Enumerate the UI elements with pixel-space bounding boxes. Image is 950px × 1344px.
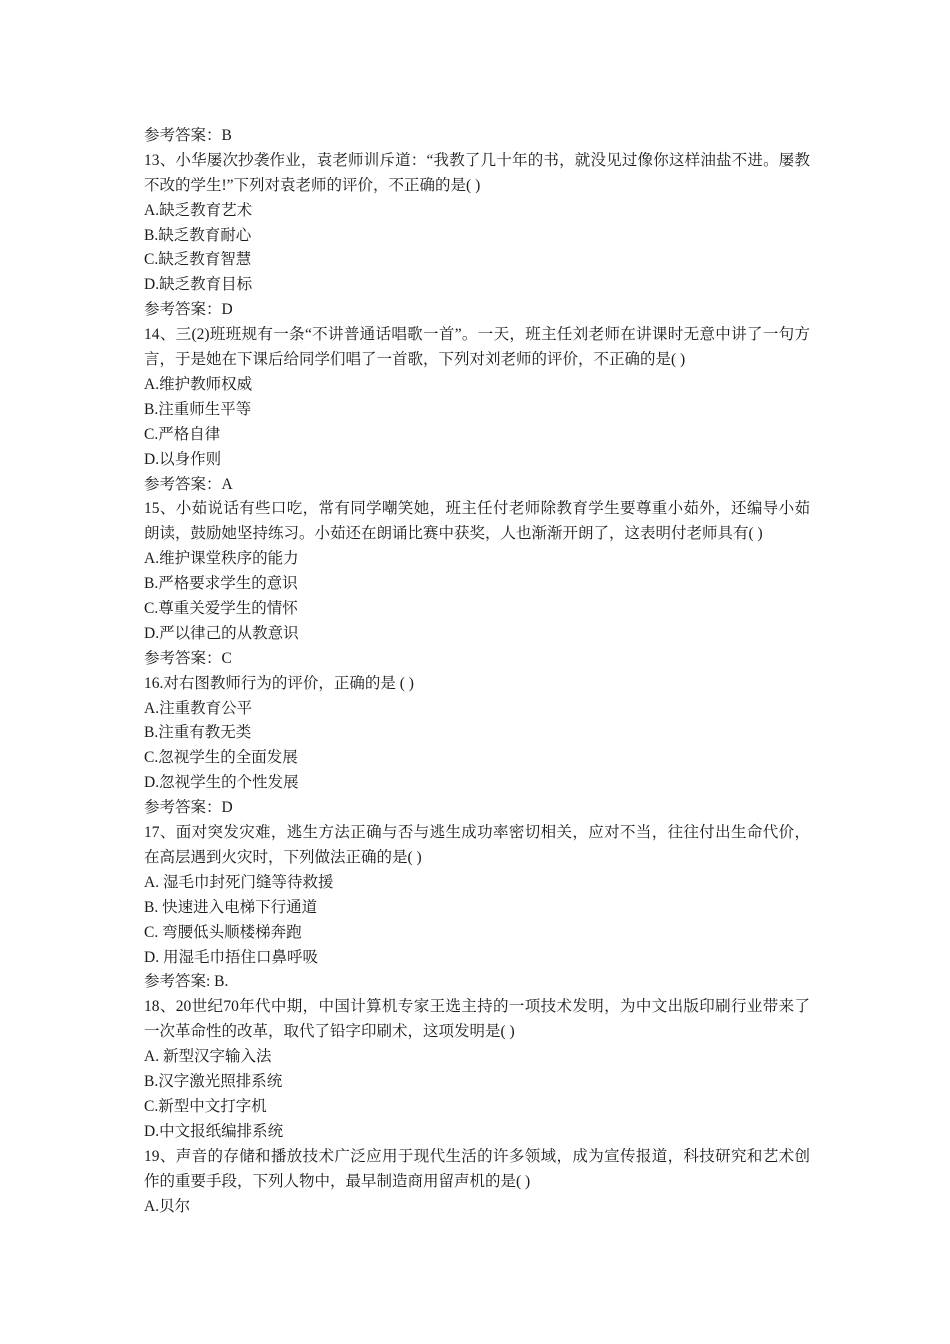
answer-option: C. 弯腰低头顺楼梯奔跑	[144, 923, 302, 941]
answer-option: A.贝尔	[144, 1197, 191, 1215]
answer-option: C.严格自律	[144, 425, 221, 443]
answer-option: C.忽视学生的全面发展	[144, 749, 298, 767]
answer-option: A.缺乏教育艺术	[144, 201, 253, 219]
answer-option: B. 快速进入电梯下行通道	[144, 898, 318, 916]
answer-option: B.汉字激光照排系统	[144, 1073, 283, 1091]
answer-option: A.维护教师权威	[144, 375, 253, 393]
answer-option: D.中文报纸编排系统	[144, 1122, 284, 1140]
question-text: 18、20世纪70年代中期，中国计算机专家王选主持的一项技术发明，为中文出版印刷行业带来了一次革命性的改革，取代了铅字印刷术，这项发明是( )	[144, 998, 810, 1041]
question-text: 16.对右图教师行为的评价，正确的是 ( )	[144, 674, 414, 692]
reference-answer: 参考答案：C	[144, 649, 232, 667]
reference-answer: 参考答案: B.	[144, 973, 229, 991]
document-content	[144, 124, 810, 1219]
question-text: 19、声音的存储和播放技术广泛应用于现代生活的许多领域，成为宣传报道，科技研究和艺术创作的重要手段，下列人物中，最早制造商用留声机的是( )	[144, 1147, 810, 1190]
answer-option: D. 用湿毛巾捂住口鼻呼吸	[144, 948, 318, 966]
answer-option: B.注重有教无类	[144, 724, 252, 742]
question-text: 17、面对突发灾难，逃生方法正确与否与逃生成功率密切相关，应对不当，往往付出生命代价，在高层遇到火灾时，下列做法正确的是( )	[144, 824, 810, 866]
answer-option: C.新型中文打字机	[144, 1097, 267, 1115]
answer-option: D.缺乏教育目标	[144, 276, 253, 294]
reference-answer: 参考答案：B	[144, 127, 232, 144]
answer-option: A.维护课堂秩序的能力	[144, 550, 299, 568]
answer-option: C.缺乏教育智慧	[144, 251, 252, 269]
answer-option: B.严格要求学生的意识	[144, 575, 298, 593]
answer-option: A. 新型汉字输入法	[144, 1048, 272, 1066]
answer-option: D.以身作则	[144, 450, 222, 468]
reference-answer: 参考答案：D	[144, 301, 233, 319]
answer-option: B.缺乏教育耐心	[144, 226, 252, 244]
question-text: 15、小茹说话有些口吃，常有同学嘲笑她，班主任付老师除教育学生要尊重小茹外，还编导小茹朗读，鼓励她坚持练习。小茹还在朗诵比赛中获奖，人也渐渐开朗了，这表明付老师具有( )	[144, 500, 810, 543]
answer-option: C.尊重关爱学生的情怀	[144, 600, 298, 618]
answer-option: D.忽视学生的个性发展	[144, 774, 299, 792]
answer-option: B.注重师生平等	[144, 400, 252, 418]
question-text: 14、三(2)班班规有一条“不讲普通话唱歌一首”。一天，班主任刘老师在讲课时无意中讲了一句方言，于是她在下课后给同学们唱了一首歌，下列对刘老师的评价，不正确的是( )	[144, 326, 810, 369]
question-text: 13、小华屡次抄袭作业，袁老师训斥道：“我教了几十年的书，就没见过像你这样油盐不进。屡教不改的学生!”下列对袁老师的评价，不正确的是( )	[144, 151, 810, 194]
reference-answer: 参考答案：A	[144, 475, 233, 493]
reference-answer: 参考答案：D	[144, 799, 233, 817]
answer-option: A.注重教育公平	[144, 699, 253, 717]
answer-option: D.严以律己的从教意识	[144, 624, 299, 642]
answer-option: A. 湿毛巾封死门缝等待救援	[144, 873, 334, 891]
